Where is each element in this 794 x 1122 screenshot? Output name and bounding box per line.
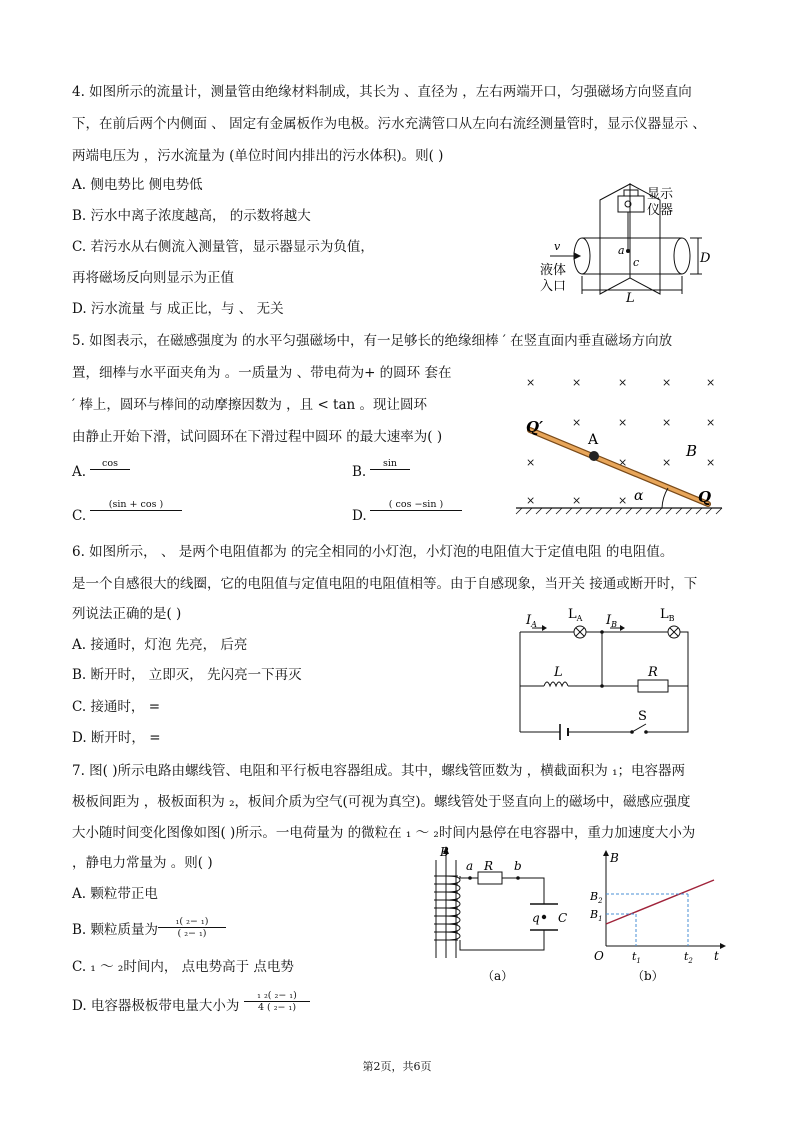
length-label: L: [626, 291, 635, 306]
q5-option-d-fraction: [370, 499, 462, 522]
rod-bottom-label: Q: [698, 488, 712, 506]
field-cross-icon: ×: [706, 376, 716, 389]
field-cross-icon: ×: [618, 376, 628, 389]
field-cross-icon: ×: [662, 416, 672, 429]
rod-top-label: Q′: [526, 418, 544, 436]
field-cross-icon: ×: [572, 494, 582, 507]
q7-option-c: C. ₁ ～ ₂时间内， 点电势高于 点电势: [72, 959, 294, 975]
node-a-label: a: [466, 859, 474, 873]
display-label-2: 仪器: [647, 203, 674, 218]
graph-t-axis-label: t: [714, 949, 719, 963]
q5-line-1: 5. 如图表示，在磁感强度为 的水平匀强磁场中，有一足够长的绝缘细棒 ′ 在竖直面内垂直磁场方向放: [72, 333, 673, 349]
field-cross-icon: ×: [526, 494, 536, 507]
q5-option-a-fraction: [90, 458, 130, 481]
q5-c-numerator: (sin + cos ): [108, 499, 164, 510]
q6-option-d: D. 断开时， =: [72, 730, 161, 746]
q7-d-denominator: 4 ( ₂− ₁): [257, 1002, 297, 1013]
q7-line-3: 大小随时间变化图像如图( )所示。一电荷量为 的微粒在 ₁ ～ ₂时间内悬停在电容器中，重力加速度大小为: [72, 825, 696, 841]
display-label-1: 显示: [647, 187, 674, 202]
q4-line-1: 4. 如图所示的流量计，测量管由绝缘材料制成，其长为 、直径为 ，左右两端开口，匀强磁场方向竖直向: [72, 84, 692, 100]
q7-option-b-label: B. 颗粒质量为: [72, 922, 159, 938]
q6-line-2: 是一个自感很大的线圈，它的电阻值与定值电阻的电阻值相等。由于自感现象，当开关 接通或断开时，下: [72, 576, 698, 592]
inlet-label-2: 入口: [540, 279, 567, 294]
q5-line-3: ′ 棒上，圆环与棒间的动摩擦因数为 ，且 < tan 。现让圆环: [72, 397, 428, 413]
q7-line-4: ，静电力常量为 。则( ): [72, 855, 213, 871]
b-t-graph-figure: [590, 848, 730, 988]
q5-d-numerator: ( cos −sin ): [388, 499, 444, 510]
resistor-label: R: [648, 665, 658, 680]
lamp-b-label: $L_B$: [660, 607, 675, 623]
origin-label: O: [594, 949, 604, 963]
b1-tick-label: $B_1$: [590, 908, 603, 923]
incline-rod-figure: [512, 372, 726, 522]
q5-b-numerator: sin: [382, 458, 398, 469]
circuit-resistor-label: R: [484, 859, 494, 873]
velocity-label: v: [554, 240, 561, 253]
field-cross-icon: ×: [706, 456, 716, 469]
field-b-label: B: [686, 442, 698, 460]
q4-option-c-line-1: C. 若污水从右侧流入测量管，显示器显示为负值，: [72, 239, 374, 255]
page-footer: 第2页，共6页: [362, 1060, 432, 1073]
q7-option-d-label: D. 电容器极板带电量大小为: [72, 998, 240, 1014]
q4-option-a: A. 侧电势比 侧电势低: [72, 177, 203, 193]
diameter-label: D: [700, 251, 710, 266]
node-b-label: b: [514, 859, 522, 873]
q4-line-2: 下，在前后两个内侧面 、 固定有金属板作为电极。污水充满管口从左向右流经测量管时，显示仪器显示 、: [72, 116, 706, 132]
ring-label: A: [588, 432, 599, 448]
current-ib-label: $I_B$: [606, 613, 618, 629]
q7-line-2: 极板间距为 ，极板面积为 ₂，板间介质为空气(可视为真空)。螺线管处于竖直向上的磁场中，磁感应强度: [72, 794, 691, 810]
q6-option-a: A. 接通时，灯泡 先亮， 后亮: [72, 637, 248, 653]
q6-option-b: B. 断开时， 立即灭， 先闪亮一下再灭: [72, 667, 302, 683]
q6-line-3: 列说法正确的是( ): [72, 606, 182, 622]
solenoid-field-label: B: [440, 845, 449, 859]
q5-line-2: 置，细棒与水平面夹角为 。一质量为 、带电荷为+ 的圆环 套在: [72, 365, 452, 381]
q5-option-c-fraction: [90, 499, 182, 522]
q5-option-b-fraction: [370, 458, 410, 481]
q7-d-numerator: ₁ ₂( ₂− ₁): [257, 990, 297, 1001]
q4-option-d: D. 污水流量 与 成正比，与 、 无关: [72, 301, 284, 317]
particle-q-label: q: [532, 911, 540, 925]
switch-label: S: [638, 709, 647, 724]
electrode-c-label: c: [633, 256, 640, 269]
electrode-a-label: a: [618, 244, 625, 257]
figure-a-caption: （a）: [482, 969, 514, 983]
q4-line-3: 两端电压为 ，污水流量为 (单位时间内排出的污水体积)。则( ): [72, 148, 444, 164]
capacitor-label: C: [558, 911, 568, 925]
angle-alpha-label: α: [634, 488, 644, 504]
flowmeter-figure: [530, 178, 710, 306]
field-cross-icon: ×: [706, 416, 716, 429]
q6-option-c: C. 接通时， =: [72, 699, 161, 715]
field-cross-icon: ×: [572, 416, 582, 429]
q7-line-1: 7. 图( )所示电路由螺线管、电阻和平行板电容器组成。其中，螺线管匝数为 ，横截面积为 ₁；电容器两: [72, 763, 685, 779]
field-cross-icon: ×: [618, 416, 628, 429]
field-cross-icon: ×: [526, 376, 536, 389]
lamp-a-label: $L_A$: [568, 607, 583, 623]
q7-option-d-fraction: [244, 990, 310, 1013]
q4-option-c-line-2: 再将磁场反向则显示为正值: [72, 270, 234, 286]
q7-b-denominator: ( ₂− ₁): [177, 928, 207, 939]
q5-line-4: 由静止开始下滑，试问圆环在下滑过程中圆环 的最大速率为( ): [72, 429, 443, 445]
q4-option-b: B. 污水中离子浓度越高， 的示数将越大: [72, 208, 311, 224]
t1-tick-label: $t_1$: [632, 950, 641, 965]
q7-option-b-fraction: [158, 916, 226, 939]
lamp-circuit-figure: [514, 602, 698, 742]
q6-line-1: 6. 如图所示， 、 是两个电阻值都为 的完全相同的小灯泡，小灯泡的电阻值大于定值电阻 的电阻值。: [72, 544, 674, 560]
field-cross-icon: ×: [526, 456, 536, 469]
inlet-label-1: 液体: [540, 263, 567, 278]
current-ia-label: $I_A$: [526, 613, 537, 629]
q7-b-numerator: ₁( ₂− ₁): [175, 916, 209, 927]
q5-option-d-label: D.: [352, 508, 367, 524]
q5-option-a-label: A.: [72, 464, 87, 480]
inductor-label: L: [554, 665, 563, 680]
field-cross-icon: ×: [662, 376, 672, 389]
field-cross-icon: ×: [618, 494, 628, 507]
field-cross-icon: ×: [618, 456, 628, 469]
q7-option-a: A. 颗粒带正电: [72, 886, 158, 902]
b2-tick-label: $B_2$: [590, 890, 603, 905]
solenoid-circuit-figure: [426, 840, 576, 988]
figure-b-caption: （b）: [632, 969, 664, 983]
graph-b-axis-label: B: [610, 851, 619, 865]
t2-tick-label: $t_2$: [684, 950, 693, 965]
q5-option-c-label: C.: [72, 508, 87, 524]
q5-option-b-label: B.: [352, 464, 367, 480]
field-cross-icon: ×: [662, 456, 672, 469]
q5-a-numerator: cos: [102, 458, 118, 469]
field-cross-icon: ×: [572, 376, 582, 389]
